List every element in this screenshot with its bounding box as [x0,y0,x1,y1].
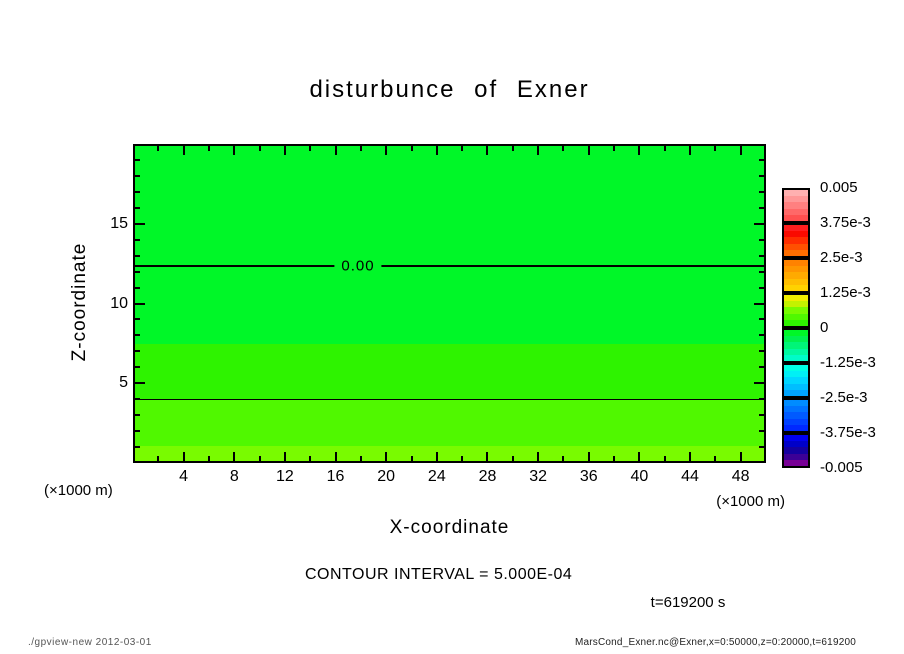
x-tick-label: 20 [377,468,396,485]
axis-tick [135,159,140,161]
colorbar-tick-label: 3.75e-3 [820,214,871,231]
colorbar-tone-step [784,285,808,291]
colorbar-tone-step [784,320,808,326]
axis-tick [360,146,362,151]
colorbar-tick-label: -2.5e-3 [820,389,868,406]
footer-data-source-stamp: MarsCond_Exner.nc@Exner,x=0:50000,z=0:20000,t=619200 [574,637,856,648]
axis-tick [335,452,337,461]
axis-tick [740,146,742,155]
axis-tick [461,456,463,461]
colorbar-tone-step [784,215,808,221]
colorbar-block [782,188,810,223]
time-annotation: t=619200 s [650,594,726,611]
axis-tick [135,303,145,305]
axis-tick [411,146,413,151]
axis-tick [360,456,362,461]
axis-tick [613,146,615,151]
axis-tick [689,146,691,155]
colorbar-block [782,258,810,293]
colorbar-tone-step [784,250,808,256]
axis-tick [759,446,764,448]
axis-tick [135,255,140,257]
axis-tick [689,452,691,461]
axis-tick [135,239,140,241]
y-axis-title: Z-coordinate [69,242,90,362]
axis-tick [208,456,210,461]
axis-tick [754,303,764,305]
axis-tick [714,456,716,461]
axis-tick [135,350,140,352]
axis-tick [233,146,235,155]
tone-fill-band [133,399,766,446]
x-tick-label: 4 [179,468,189,485]
axis-tick [486,146,488,155]
axis-tick [759,255,764,257]
axis-tick [759,191,764,193]
axis-tick [208,146,210,151]
axis-tick [135,398,140,400]
axis-tick [759,350,764,352]
axis-tick [512,456,514,461]
axis-tick [759,271,764,273]
axis-tick [613,456,615,461]
x-tick-label: 32 [529,468,547,485]
colorbar-tick-label: 2.5e-3 [820,249,863,266]
axis-tick [135,414,140,416]
axis-tick [562,146,564,151]
axis-tick [183,452,185,461]
axis-tick [740,452,742,461]
colorbar-tone-step [784,460,808,466]
footer-program-stamp: ./gpview-new 2012-03-01 [28,637,152,648]
axis-tick [512,146,514,151]
colorbar-block [782,223,810,258]
axis-tick [135,318,140,320]
axis-tick [759,414,764,416]
axis-tick [309,456,311,461]
colorbar-tick-label: -1.25e-3 [820,354,876,371]
contour-interval-text: CONTOUR INTERVAL = 5.000E-04 [305,566,573,583]
colorbar-tick-label: 0.005 [820,179,858,196]
colorbar-block [782,293,810,328]
axis-tick [759,334,764,336]
contour-line [133,399,766,400]
x-tick-label: 16 [326,468,345,485]
colorbar-block [782,433,810,468]
colorbar-block [782,328,810,363]
axis-tick [284,146,286,155]
axis-tick [135,334,140,336]
axis-tick [664,146,666,151]
axis-tick [135,207,140,209]
x-tick-label: 8 [229,468,239,485]
colorbar-block [782,363,810,398]
axis-tick [309,146,311,151]
x-tick-label: 28 [478,468,497,485]
axis-tick [157,456,159,461]
axis-tick [436,146,438,155]
axis-tick [135,382,145,384]
x-axis-unit-label: (×1000 m) [716,493,785,510]
axis-tick [135,366,140,368]
axis-tick [259,456,261,461]
axis-tick [135,430,140,432]
axis-tick [461,146,463,151]
colorbar-tone-step [784,390,808,396]
axis-tick [759,159,764,161]
y-tick-label: 15 [110,214,128,232]
axis-tick [588,452,590,461]
axis-tick [537,146,539,155]
axis-tick [385,452,387,461]
axis-tick [335,146,337,155]
tone-fill-band [133,446,766,463]
colorbar-tick-label: 1.25e-3 [820,284,871,301]
axis-tick [759,430,764,432]
axis-tick [233,452,235,461]
colorbar [782,188,810,468]
x-tick-label: 48 [731,468,750,485]
contour-line-label: 0.00 [334,258,381,275]
axis-tick [759,207,764,209]
x-tick-label: 44 [681,468,699,485]
axis-tick [754,382,764,384]
axis-tick [638,146,640,155]
x-tick-label: 36 [579,468,598,485]
axis-tick [385,146,387,155]
axis-tick [759,175,764,177]
axis-tick [135,223,145,225]
x-tick-label: 40 [630,468,649,485]
axis-tick [183,146,185,155]
axis-tick [638,452,640,461]
colorbar-tick-label: -0.005 [820,459,863,476]
colorbar-tick-label: -3.75e-3 [820,424,876,441]
axis-tick [754,223,764,225]
chart-title: disturbunce of Exner [309,76,590,103]
plot-area [133,144,766,463]
y-tick-label: 10 [110,294,128,312]
y-tick-label: 5 [119,374,128,392]
x-axis-title: X-coordinate [389,517,510,538]
axis-tick [759,318,764,320]
axis-tick [486,452,488,461]
axis-tick [284,452,286,461]
x-tick-label: 24 [427,468,446,485]
axis-tick [714,146,716,151]
y-axis-unit-label: (×1000 m) [44,482,113,499]
x-tick-label: 12 [276,468,294,485]
contour-line [133,265,766,267]
axis-tick [759,366,764,368]
axis-tick [135,175,140,177]
axis-tick [436,452,438,461]
axis-tick [759,287,764,289]
axis-tick [562,456,564,461]
axis-tick [135,287,140,289]
colorbar-tick-label: 0 [820,319,829,336]
axis-tick [759,239,764,241]
axis-tick [259,146,261,151]
colorbar-tone-step [784,425,808,431]
axis-tick [664,456,666,461]
axis-tick [759,398,764,400]
axis-tick [537,452,539,461]
axis-tick [135,191,140,193]
colorbar-block [782,398,810,433]
tone-fill-band [133,144,766,344]
axis-tick [411,456,413,461]
axis-tick [157,146,159,151]
colorbar-tone-step [784,355,808,361]
axis-tick [135,271,140,273]
tone-fill-band [133,344,766,399]
axis-tick [135,446,140,448]
axis-tick [588,146,590,155]
